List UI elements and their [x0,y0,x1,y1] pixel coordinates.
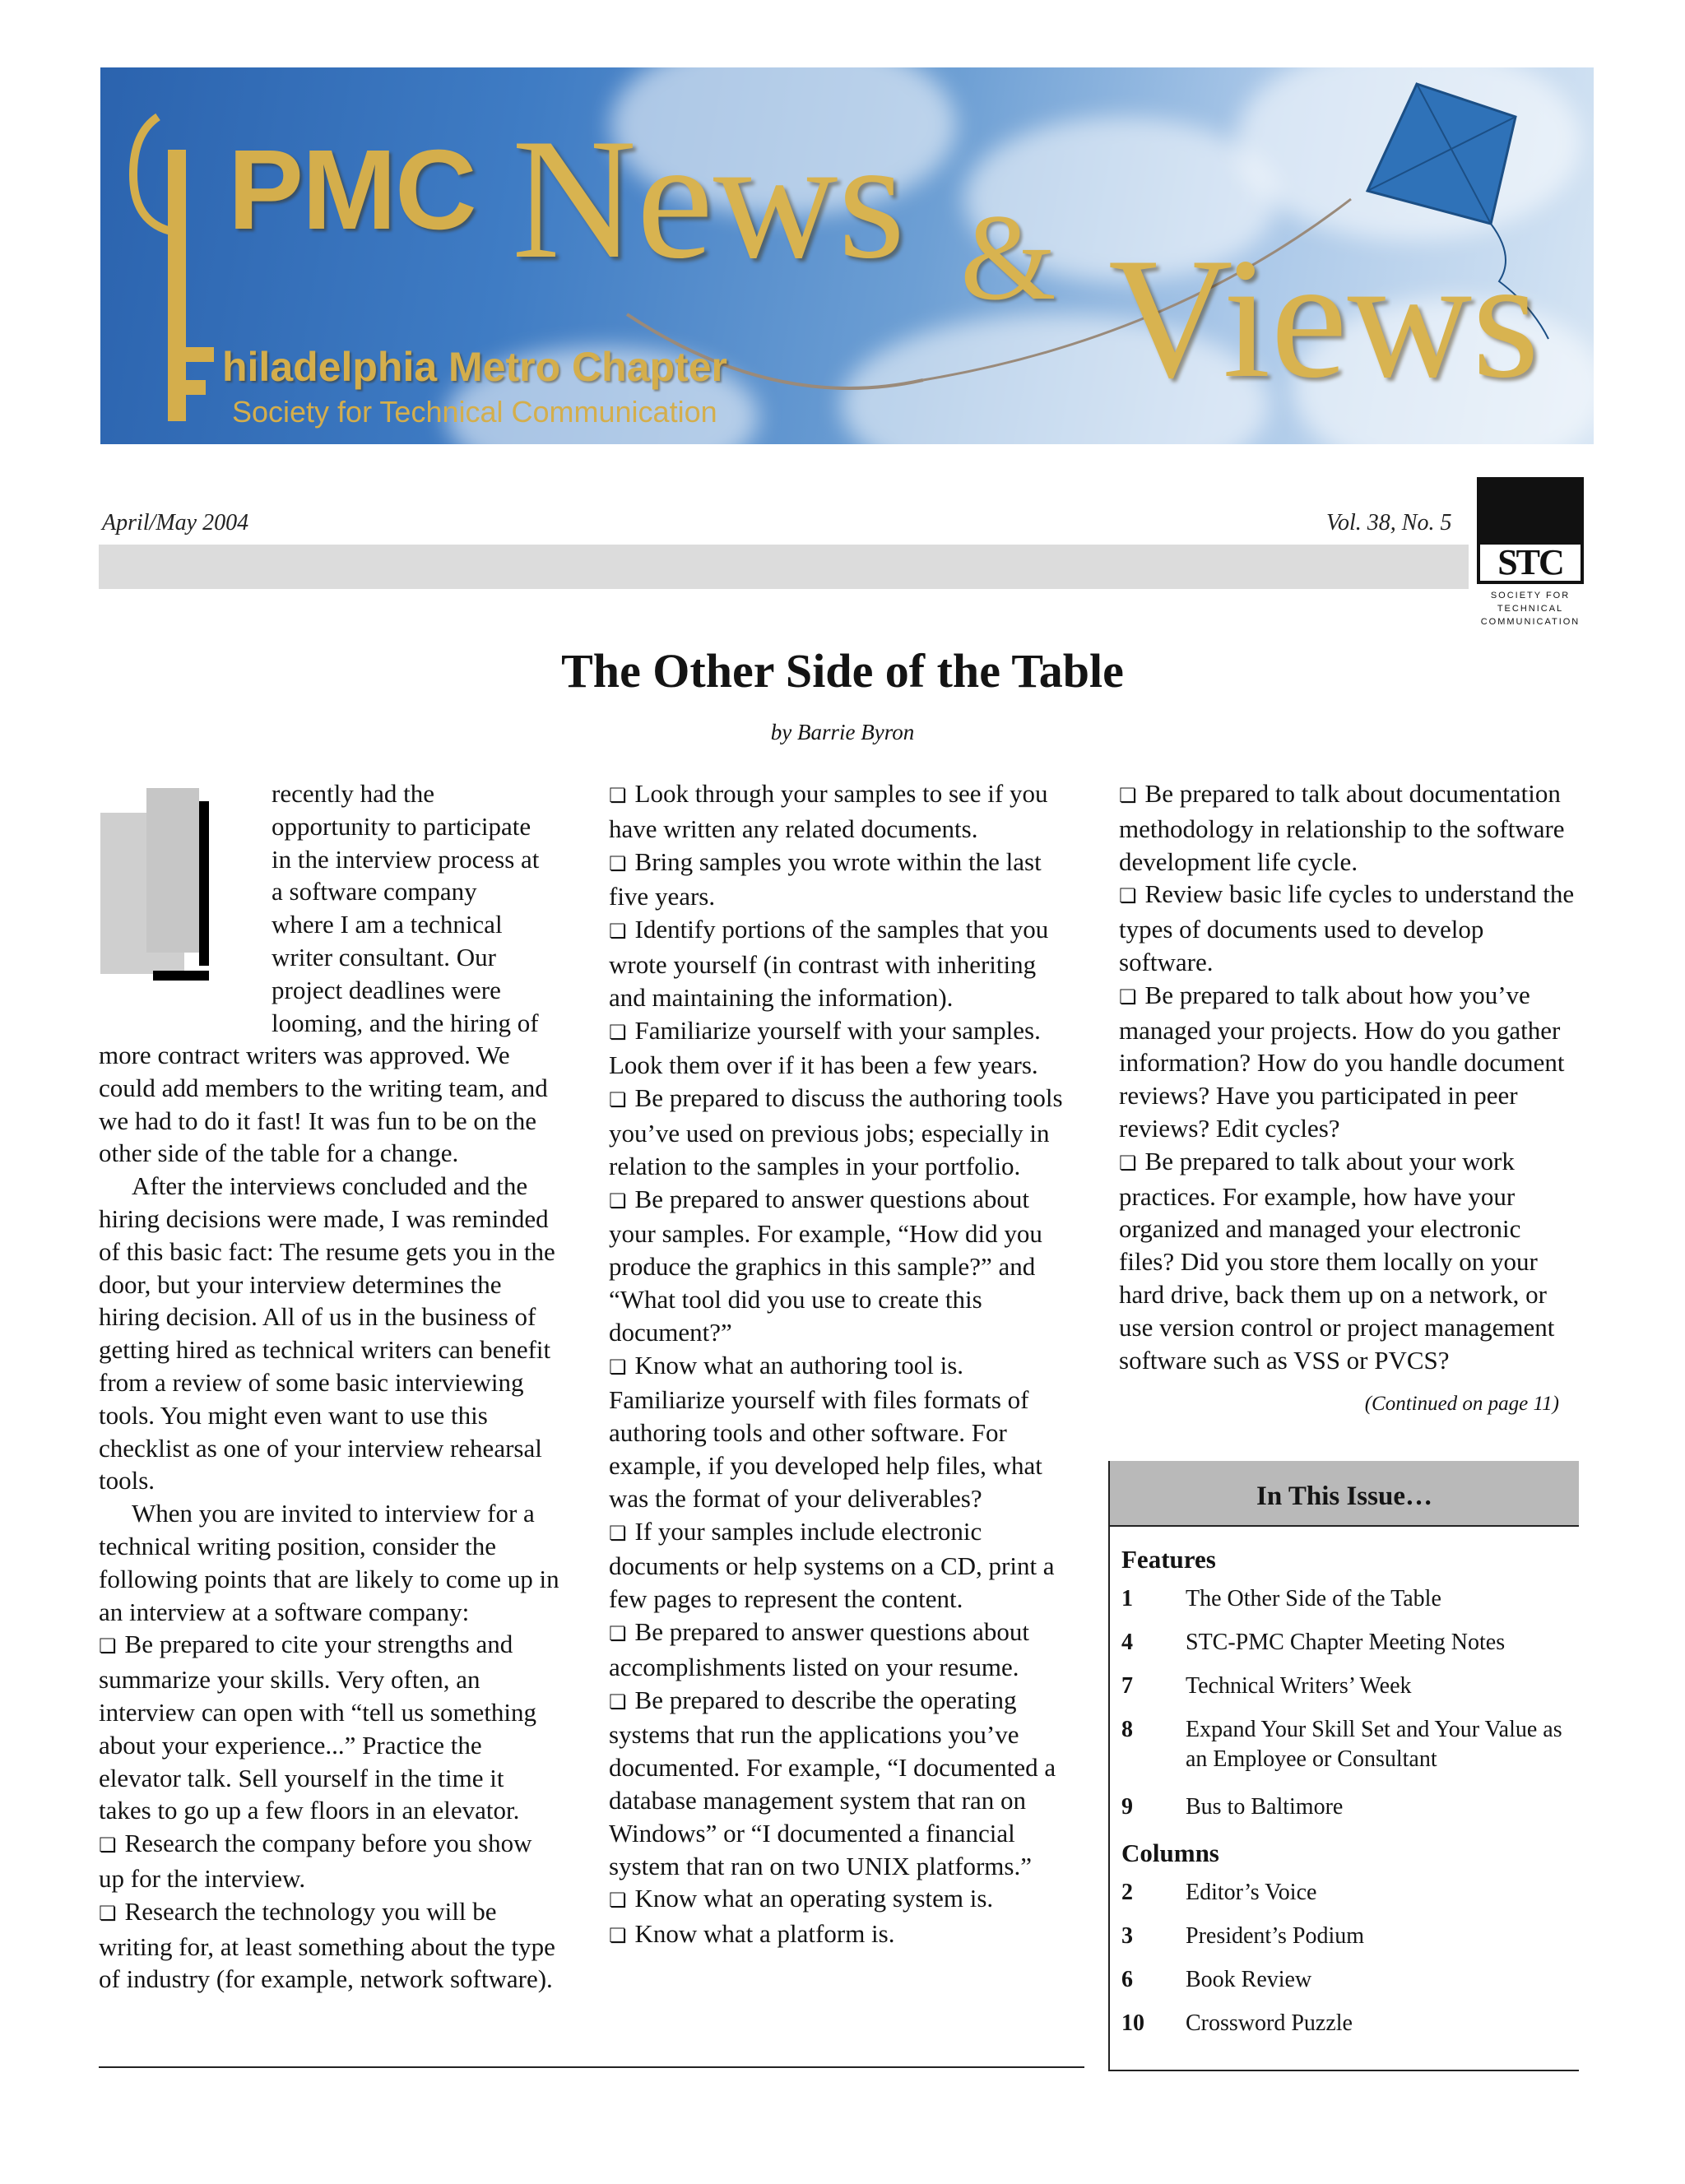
checkbox-bullet-icon: ❏ [609,1521,627,1545]
toc-title: Expand Your Skill Set and Your Value as an Employee or Consultant [1186,1717,1562,1772]
checkbox-bullet-icon: ❏ [609,1889,627,1913]
checklist-item [99,1895,559,1996]
article-byline: by Barrie Byron [770,720,915,744]
toc-title: Technical Writers’ Week [1186,1673,1412,1699]
intro-line: writer consultant. Our [272,942,496,971]
toc-page-number: 8 [1121,1717,1133,1742]
toc-title: Crossword Puzzle [1186,2010,1353,2036]
checklist-item-text: Know what a platform is. [634,1919,895,1949]
toc-page-number: 6 [1121,1967,1133,1992]
toc-title: The Other Side of the Table [1186,1586,1441,1611]
checklist-item [99,1628,559,1827]
masthead-banner [100,67,1594,444]
checkbox-bullet-icon: ❏ [609,784,627,807]
masthead-news: News [512,104,906,294]
checklist-item-text: Research the technology you will be writing for, at least something about the type of industry (for example, network software). [99,1896,555,1994]
checkbox-bullet-icon: ❏ [1119,784,1137,807]
toc-page-number: 1 [1121,1586,1133,1611]
toc-title: Bus to Baltimore [1186,1794,1344,1820]
article-paragraph: After the interviews concluded and the hiring decisions were made, I was reminded of this basic fact: The resume gets you in the door, but your interview determines the hiring decision. All of us in the business of getting hired as technical writers can benefit from a review of some basic interviewing tools. You might even want to use this checklist as one of your interview rehearsal tools. [99,1171,555,1495]
checklist-item [1119,878,1580,978]
checklist-item-text: Be prepared to talk about how you’ve managed your projects. How do you gather information? How do you handle document reviews? Have you participated in peer reviews? Edit cycles? [1119,980,1565,1143]
checklist-item-text: Research the company before you show up for the interview. [99,1829,532,1893]
article-paragraph: more contract writers was approved. We could add members to the writing team, and we had to do it fast! It was fun to be on the other side of the table for a change. [99,1041,548,1168]
toc-entry[interactable] [1121,1672,1579,1701]
bottom-rule [99,2066,1084,2068]
toc-columns-label: Columns [1121,1839,1219,1867]
intro-line: recently had the [272,779,434,808]
checkbox-bullet-icon: ❏ [1119,1151,1137,1175]
checklist-item-text: Review basic life cycles to understand the types of documents used to develop software. [1119,879,1575,976]
toc-page-number: 3 [1121,1923,1133,1949]
checklist-item [609,1917,1076,1953]
stc-logo-line3: COMMUNICATION [1480,617,1581,627]
checklist-item-text: Be prepared to talk about documentation methodology in relationship to the software development life cycle. [1119,779,1565,876]
checklist-item [1119,979,1580,1145]
continued-note: (Continued on page 11) [1364,1393,1559,1416]
toc-title: Book Review [1186,1967,1312,1992]
toc-entry[interactable] [1121,1628,1579,1658]
checklist-item [609,1082,1076,1182]
issue-volume: Vol. 38, No. 5 [1326,510,1452,536]
article-title: The Other Side of the Table [561,644,1124,698]
checkbox-bullet-icon: ❏ [609,1355,627,1379]
checklist-item-text: Be prepared to answer questions about accomplishments listed on your resume. [609,1616,1030,1681]
checklist-item-text: Identify portions of the samples that you wrote yourself (in contrast with inheriting and maintaining the information). [609,915,1049,1012]
issue-date: April/May 2004 [102,510,249,536]
toc-entry[interactable] [1121,2009,1579,2038]
in-this-issue-box [1108,1461,1579,2071]
checklist-item [609,1014,1076,1083]
toc-page-number: 9 [1121,1794,1133,1820]
checklist-item [609,1183,1076,1349]
checklist-item [609,913,1076,1013]
masthead-views: Views [1108,223,1539,414]
intro-line: in the interview process at [272,844,540,874]
checklist-item [609,1515,1076,1616]
checkbox-bullet-icon: ❏ [609,1088,627,1112]
stc-logo-letters: STC [1480,545,1581,581]
toc-title: STC-PMC Chapter Meeting Notes [1186,1630,1506,1655]
masthead-chapter: hiladelphia Metro Chapter [222,344,727,390]
toc-title: Editor’s Voice [1186,1880,1317,1905]
checkbox-bullet-icon: ❏ [99,1635,117,1658]
checklist-item-text: If your samples include electronic documents or help systems on a CD, print a few pages to represent the content. [609,1516,1055,1614]
toc-entry[interactable] [1121,1792,1579,1822]
checklist-item [609,777,1076,846]
article-column-3 [1119,777,1580,1421]
toc-page-number: 10 [1121,2010,1144,2036]
checklist-item-text: Be prepared to cite your strengths and summarize your skills. Very often, an interview can open with “tell us something about your experience...” Practice the elevator talk. Sell yourself in the time it takes to go up a few floors in an elevator. [99,1630,537,1825]
issue-bar [99,545,1469,589]
checklist-item-text: Be prepared to discuss the authoring tools you’ve used on previous jobs; especially in relation to the samples in your portfolio. [609,1083,1063,1180]
toc-entry[interactable] [1121,1965,1579,1995]
checklist-item [609,1882,1076,1917]
checklist-item-text: Know what an authoring tool is. Familiarize yourself with files formats of authoring tools and other software. For example, if you developed help files, what was the format of your deliverables? [609,1350,1042,1513]
masthead-society: Society for Technical Communication [232,395,717,429]
toc-page-number: 7 [1121,1673,1133,1699]
toc-heading: In This Issue… [1110,1461,1579,1527]
checkbox-bullet-icon: ❏ [1119,884,1137,908]
masthead-ampersand: & [960,189,1056,326]
checkbox-bullet-icon: ❏ [609,1621,627,1645]
checklist-item-text: Be prepared to answer questions about your samples. For example, “How did you produce the graphics in this sample?” and “What tool did you use to create this document?” [609,1184,1042,1347]
checklist-item-text: Know what an operating system is. [634,1884,994,1913]
toc-entry[interactable] [1121,1584,1579,1614]
toc-page-number: 2 [1121,1880,1133,1905]
checkbox-bullet-icon: ❏ [99,1834,117,1857]
article-column-2 [609,777,1076,1953]
intro-line: looming, and the hiring of [272,1008,539,1037]
checklist-item [609,846,1076,914]
checklist-item [609,1616,1076,1684]
toc-entry[interactable] [1121,1922,1579,1951]
toc-page-number: 4 [1121,1630,1133,1655]
toc-entry[interactable] [1121,1715,1579,1774]
checklist-item-text: Look through your samples to see if you have written any related documents. [609,779,1048,843]
checklist-item-text: Bring samples you wrote within the last five years. [609,846,1042,911]
checkbox-bullet-icon: ❏ [609,1924,627,1948]
intro-line: where I am a technical [272,910,503,939]
checkbox-bullet-icon: ❏ [609,920,627,944]
toc-features-label: Features [1121,1545,1216,1574]
article-intro [272,777,564,1039]
stc-logo-line1: SOCIETY FOR [1490,591,1571,600]
checklist-item [1119,1145,1580,1377]
toc-title: President’s Podium [1186,1923,1365,1949]
checklist-item-text: Be prepared to describe the operating systems that run the applications you’ve documented. For example, “I documented a database management system that ran on Windows” or “I documented a financial system that ran on two UNIX platforms.” [609,1685,1056,1880]
intro-line: a software company [272,877,477,907]
drop-cap-i [100,788,257,1010]
checkbox-bullet-icon: ❏ [609,1690,627,1713]
toc-entry[interactable] [1121,1878,1579,1908]
checklist-item-text: Familiarize yourself with your samples. Look them over if it has been a few years. [609,1015,1041,1080]
checklist-item [609,1684,1076,1883]
checkbox-bullet-icon: ❏ [609,1189,627,1213]
checkbox-bullet-icon: ❏ [609,851,627,875]
checklist-item [99,1827,559,1895]
intro-line: opportunity to participate [272,811,531,841]
stc-logo-line2: TECHNICAL [1497,604,1564,614]
article-column-1 [99,1039,559,1996]
checklist-item [609,1349,1076,1515]
stc-logo [1477,477,1584,628]
article-paragraph: When you are invited to interview for a technical writing position, consider the following points that are likely to come up in an interview at a software company: [99,1499,559,1626]
checkbox-bullet-icon: ❏ [99,1901,117,1925]
checklist-item-text: Be prepared to talk about your work practices. For example, how have your organized and managed your electronic files? Did you store them locally on your hard drive, back them up on a network, or use version control or project management software such as VSS or PVCS? [1119,1146,1555,1375]
checklist-item [1119,777,1580,878]
checkbox-bullet-icon: ❏ [1119,985,1137,1009]
checkbox-bullet-icon: ❏ [609,1020,627,1044]
intro-line: project deadlines were [272,975,501,1004]
masthead-pmc: PMC [228,127,476,253]
